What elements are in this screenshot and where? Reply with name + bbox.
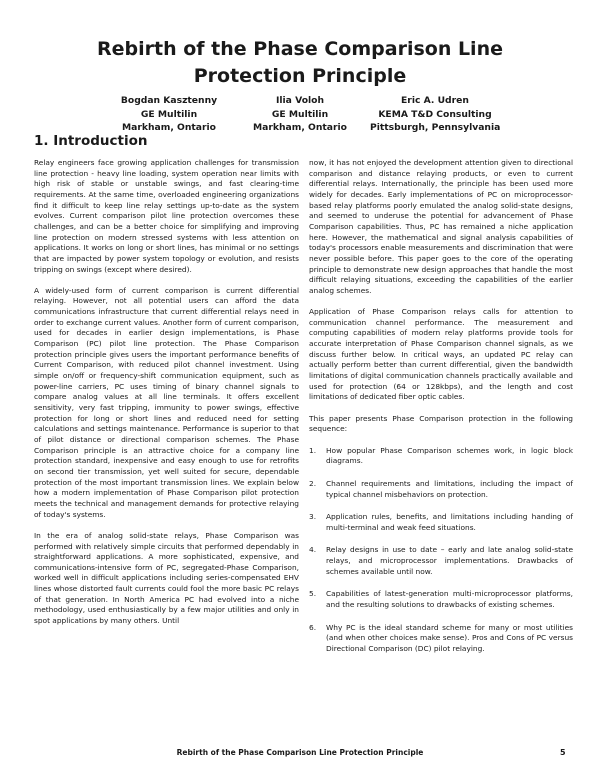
list-text: Capabilities of latest-generation multi-microprocessor platforms, and the resulting solutions to drawbacks of existing schemes. — [326, 589, 573, 610]
list-number: 1. — [309, 445, 317, 455]
list-number: 3. — [309, 512, 317, 522]
author-name: Eric A. Udren — [401, 95, 469, 106]
author-name: Bogdan Kasztenny — [120, 95, 218, 106]
title-line-1: Rebirth of the Phase Comparison Line — [97, 38, 503, 60]
list-item — [309, 623, 573, 655]
section-heading: 1. Introduction — [34, 133, 148, 149]
list-number: 4. — [309, 545, 317, 555]
list-text: Relay designs in use to date – early and late analog solid-state relays, and microprocessor implementations. Drawbacks of schemes available until now. — [326, 545, 573, 576]
author-org: GE Multilin — [271, 108, 329, 120]
paragraph: This paper presents Phase Comparison protection in the following sequence: — [309, 413, 573, 434]
list-number: 5. — [309, 589, 317, 599]
list-text: Channel requirements and limitations, including the impact of typical channel misbehaviors on protection. — [326, 478, 573, 499]
paragraph: now, it has not enjoyed the development attention given to directional comparison and distance relaying products, or even to current differential relays. Internationally, the principle has been used more widely for decades. Early implementations of PC on microprocessor-based relay platforms poorly emulated the analog solid-state designs, and seemed to underuse the potential for advancement of Phase Comparison capabilities. Thus, PC has remained a niche application here. However, the mathematical and signal analysis capabilities of today's processors enable measurements and discrimination that were never possible before. This paper goes to the core of the operating principle to demonstrate new design approaches that handle the most difficult relaying situations, exceeding the capabilities of the earlier analog schemes. — [309, 158, 573, 295]
list-text: Application rules, benefits, and limitations including handing of multi-terminal and weak feed situations. — [326, 512, 573, 532]
list-text: Why PC is the ideal standard scheme for many or most utilities (and when other choices make sense). Pros and Cons of PC versus Directional Comparison (DC) pilot relaying. — [326, 622, 573, 654]
author-org: GE Multilin — [140, 108, 198, 120]
paragraph: A widely-used form of current comparison is current differential relaying. However, not all potential users can afford the data communications infrastructure that current differential relays need in order to exchange current values. Another form of current comparison, used for decades in earlier design implementations, is Phase Comparison (PC) pilot line protection. The Phase Comparison protection principle gives users the important performance benefits of Current Comparison, with reduced pilot channel investment. Using simple on/off or frequency-shift communication equipment, such as power-line carriers, PC uses timing of binary channel signals to compare analog values at all line terminals. It offers excellent sensitivity, very fast tripping, immunity to power swings, effective protection for long or short lines and reduced need for setting calculations and settings maintenance. Performance is superior to that of pilot distance or directional comparison schemes. The Phase Comparison principle is an attractive choice for a company line protection standard, inexpensive and easy enough to use for retrofits on second tier transmission, yet well suited for secure, dependable protection of the most important transmission lines. We explain below how a modern implementation of Phase Comparison pilot protection meets the technical and management demands for protective relaying of today's systems. — [34, 285, 299, 519]
page-number: 5 — [560, 748, 566, 757]
running-footer: Rebirth of the Phase Comparison Line Protection Principle — [176, 748, 424, 757]
author-block-1 — [104, 94, 234, 135]
numbered-list — [309, 446, 573, 655]
paragraph: Relay engineers face growing application challenges for transmission line protection - heavy line loading, system operation near limits with high risk of stable or unstable swings, and fast clearing-time requirements. At the same time, overloaded engineering organizations find it difficult to keep line relay settings up-to-date as the system evolves. Current comparison pilot line protection overcomes these challenges, and can be a better choice for simplifying and improving line protection on modern stressed systems with less attention on applications. It works on long or short lines, has minimal or no settings that are impacted by power system topology or evolution, and resists tripping on swings (except where desired). — [34, 158, 299, 274]
paper-title — [0, 36, 600, 90]
list-item — [309, 479, 573, 500]
author-location: Markham, Ontario — [122, 122, 216, 133]
author-block-3 — [370, 94, 500, 135]
list-item — [309, 512, 573, 533]
list-number: 6. — [309, 622, 317, 632]
list-number: 2. — [309, 478, 317, 488]
author-location: Markham, Ontario — [253, 122, 347, 133]
author-block-2 — [250, 94, 350, 135]
paragraph: Application of Phase Comparison relays calls for attention to communication channel performance. The measurement and computing capabilities of modern relay platforms provide tools for accurate interpretation of Phase Comparison channel signals, as we discuss further below. In critical ways, an updated PC relay can actually perform better than current differential, given the bandwidth limitations of digital communication channels practically available and used for protection (64 or 128kbps), and the length and cost limitations of dedicated fiber optic cables. — [309, 307, 573, 402]
list-item — [309, 545, 573, 577]
list-item — [309, 446, 573, 467]
paragraph: In the era of analog solid-state relays, Phase Comparison was performed with relatively simple circuits that performed dependably in straightforward applications. A more sophisticated, expensive, and communications-intensive form of PC, segregated-Phase Comparison, worked well in difficult applications including series-compensated EHV lines whose distorted fault currents could fool the more basic PC relays of that generation. In North America PC had evolved into a niche methodology, used enthusiastically by a few major utilities and only in spot applications by many others. Until — [34, 530, 299, 626]
left-column — [34, 158, 299, 637]
list-item — [309, 589, 573, 610]
right-column — [309, 158, 573, 667]
author-name: Ilia Voloh — [275, 95, 325, 106]
author-org: KEMA T&D Consulting — [378, 108, 492, 120]
list-text: How popular Phase Comparison schemes work, in logic block diagrams. — [326, 445, 573, 466]
title-line-2: Protection Principle — [193, 65, 407, 87]
author-location: Pittsburgh, Pennsylvania — [370, 122, 501, 133]
